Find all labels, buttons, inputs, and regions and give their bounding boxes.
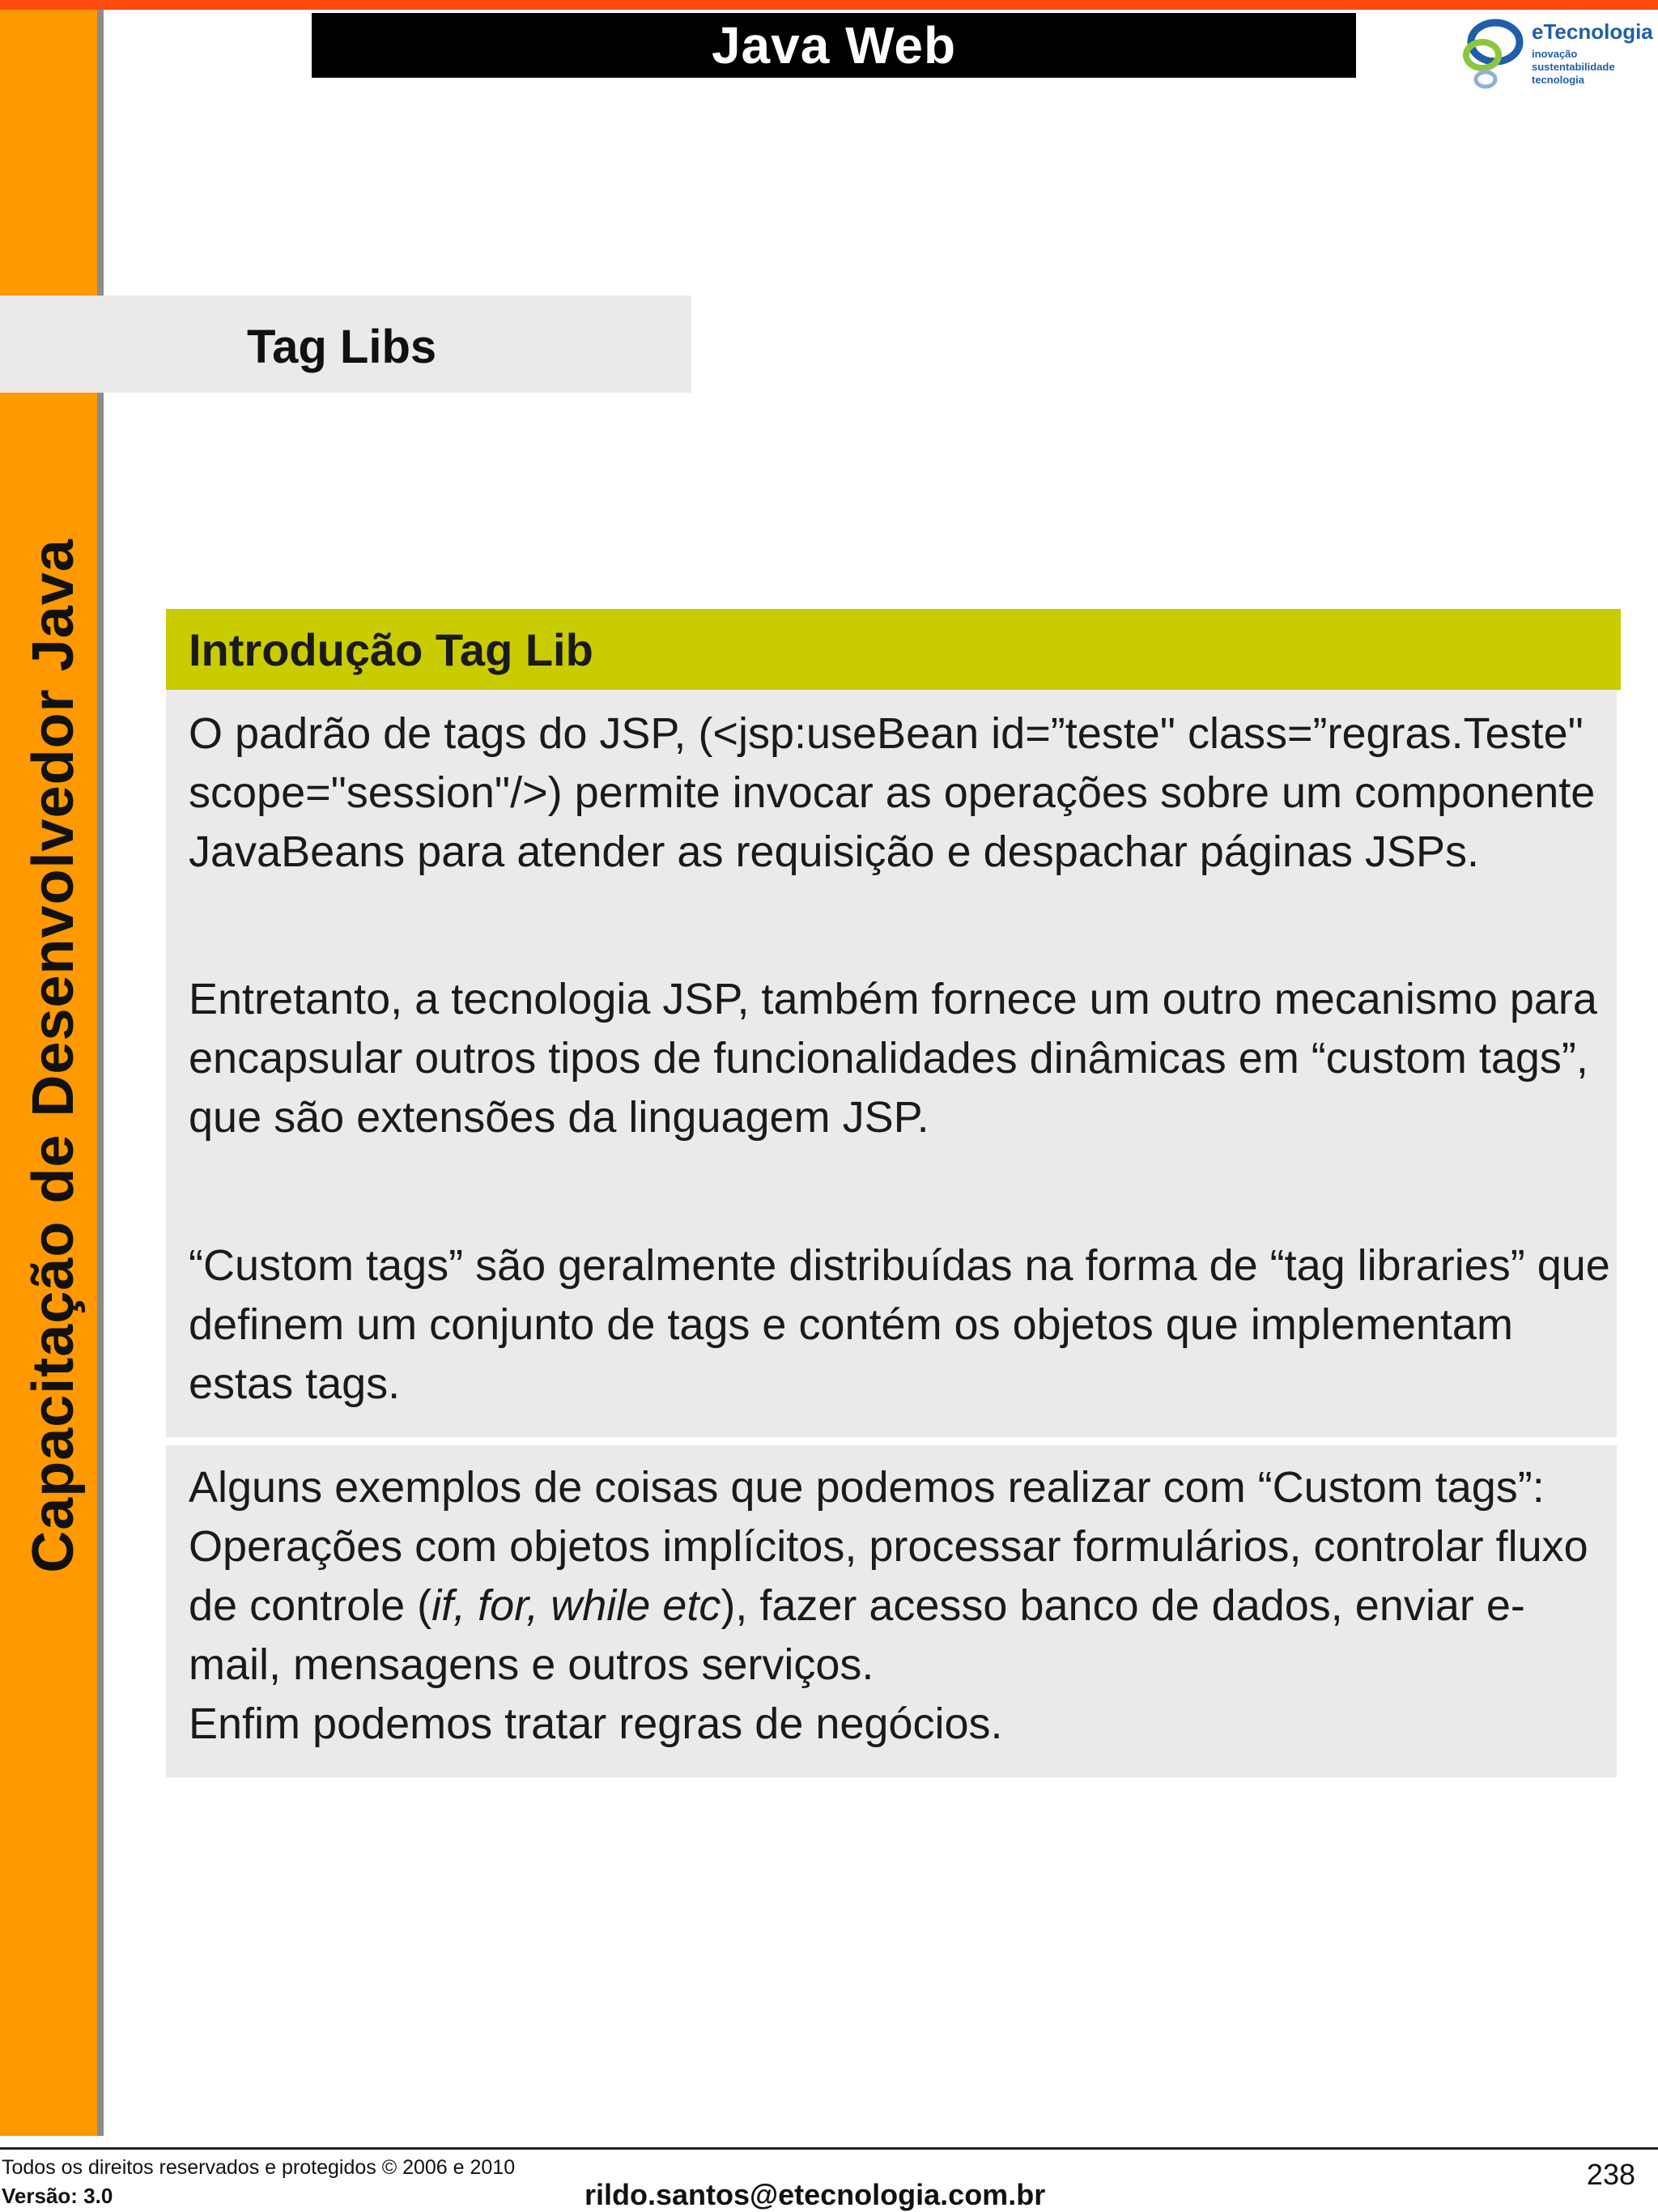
intro-box-body [166,690,1617,1437]
logo-tagline-2: sustentabilidade [1532,61,1615,73]
footer-email: rildo.santos@etecnologia.com.br [585,2178,1046,2211]
page-title: Java Web [711,16,957,74]
examples-text-emphasis: if, for, while etc [432,1581,721,1630]
examples-text-intro: Alguns exemplos de coisas que podemos realizar com “Custom tags”: Operações com objetos implícitos, processar formulários, controlar fluxo de controle ( [189,1463,1588,1630]
logo-tagline-1: inovação [1532,48,1578,60]
examples-box [166,1445,1617,1777]
intro-paragraph-2: Entretanto, a tecnologia JSP, também fornece um outro mecanismo para encapsular outros tipos de funcionalidades dinâmicas em “custom tags”, que são extensões da linguagem JSP. [189,975,1597,1142]
logo-rings-icon [1453,16,1531,94]
etecnologia-logo [1453,16,1656,97]
examples-text-closing: Enfim podemos tratar regras de negócios. [189,1699,1003,1748]
intro-paragraph-3: “Custom tags” são geralmente distribuídas na forma de “tag libraries” que definem um conjunto de tags e contém os objetos que implementam estas tags. [189,1241,1610,1408]
sidebar-title: Capacitação de Desenvolvedor Java [21,538,86,1573]
section-tab [0,296,691,393]
top-accent-stripe [0,0,1658,10]
intro-box-heading: Introdução Tag Lib [189,624,593,675]
footer-version: Versão: 3.0 [2,2184,113,2208]
intro-paragraph-1: O padrão de tags do JSP, (<jsp:useBean id=”teste" class=”regras.Teste" scope="session"/>) permite invocar as operações sobre um componente JavaBeans para atender as requisição e despachar páginas JSPs. [189,709,1596,876]
footer-divider [0,2147,1658,2150]
page-number: 238 [1586,2158,1635,2191]
logo-name: eTecnologia [1532,19,1653,44]
section-title: Tag Libs [247,321,437,373]
intro-box-header [166,609,1621,690]
footer-rights: Todos os direitos reservados e protegidos © 2006 e 2010 [2,2156,516,2179]
examples-text-rest: ), fazer acesso banco de dados, enviar e-mail, mensagens e outros serviços. [189,1581,1525,1689]
examples-paragraph [189,1458,1613,1754]
header-bar [312,13,1356,78]
logo-tagline-3: tecnologia [1532,74,1585,86]
